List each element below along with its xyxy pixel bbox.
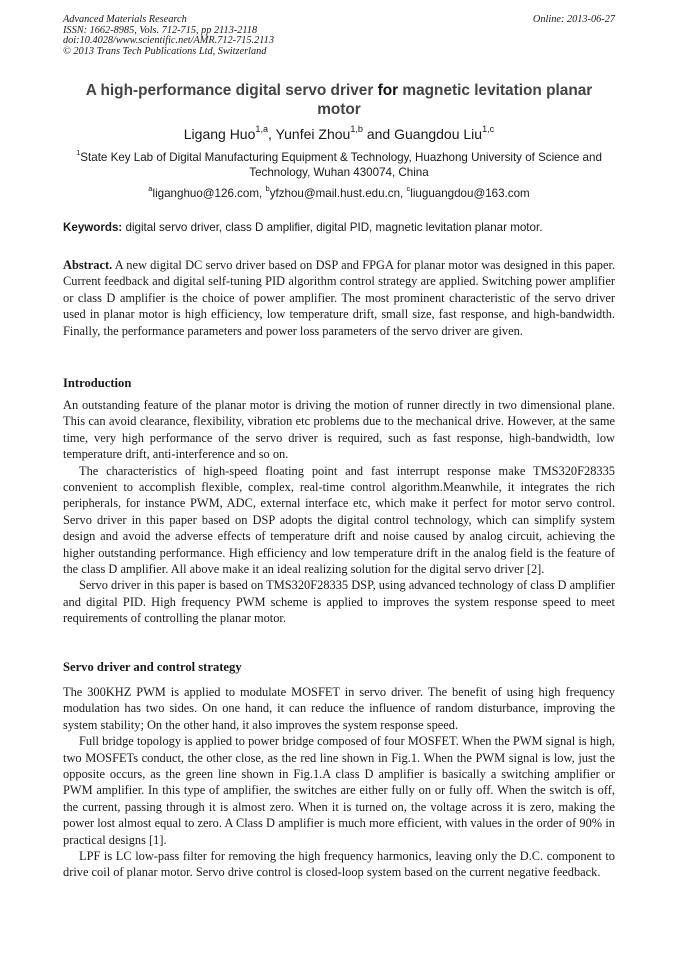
doi: doi:10.4028/www.scientific.net/AMR.712-715.2113	[63, 35, 274, 47]
author-separator: and	[362, 126, 395, 142]
paper-title	[63, 82, 615, 119]
journal-header	[63, 15, 615, 57]
introduction-section	[63, 397, 615, 627]
email-address: yfzhou@mail.hust.edu.cn	[269, 187, 401, 200]
abstract-text: A new digital DC servo driver based on DSP and FPGA for planar motor was designed in this paper. Current feedback and digital self-tuning PID algorithm control strategy are applied. Switching power amplifier or class D amplifier is the choice of power amplifier. The most prominent characteristic of the servo driver used in planar motor is high efficiency, low temperature drift, small size, fast response, and high-bandwidth. Finally, the performance parameters and power loss parameters of the servo driver are given.	[63, 258, 615, 338]
author-name: Ligang Huo	[183, 126, 256, 142]
copyright: © 2013 Trans Tech Publications Ltd, Switzerland	[63, 45, 267, 57]
email-sup: c	[406, 184, 411, 194]
keywords-label: Keywords:	[63, 221, 123, 234]
paragraph: An outstanding feature of the planar motor is driving the motion of runner directly in two dimensional plane. This can avoid clearance, flexibility, vibration etc problems due to the mechanical drive. However, at the same time, very high performance of the servo driver is required, such as fast response, high-bandwidth, low temperature drift, anti-interference and so on.	[63, 398, 615, 462]
email-address: liganghuo@126.com	[152, 187, 260, 200]
email-sup: b	[265, 184, 270, 194]
introduction-heading: Introduction	[63, 376, 132, 390]
paragraph: Full bridge topology is applied to power bridge composed of four MOSFET. When the PWM signal is high, two MOSFETs conduct, the other close, as the red line shown in Fig.1. When the PWM signal is low, just the opposite occurs, as the green line shown in Fig.1.A class D amplifier is basically a switching amplifier or PWM amplifier. In this type of amplifier, the switches are either fully on or fully off. When the switch is off, the current, passing through it is almost zero. When it is turned on, the voltage across it is zero, making the power lost almost equal to zero. A Class D amplifier is much more efficient, with values in the order of 90% in practical designs [1].	[63, 734, 615, 847]
affiliation-text: State Key Lab of Digital Manufacturing Equipment & Technology, Huazhong University of Science and Technology, Wuhan 430074, China	[80, 151, 602, 179]
affiliation-sup: 1	[76, 148, 81, 158]
email-separator: ,	[400, 187, 407, 200]
online-date: Online: 2013-06-27	[532, 14, 615, 25]
keywords	[63, 220, 615, 235]
issn: ISSN: 1662-8985, Vols. 712-715, pp 2113-2118	[63, 24, 258, 36]
author-sup: 1,b	[350, 123, 363, 134]
email-sup: a	[148, 184, 153, 194]
keywords-text: digital servo driver, class D amplifier, digital PID, magnetic levitation planar motor.	[122, 221, 543, 234]
email-address: liuguangdou@163.com	[410, 187, 530, 200]
author-list	[63, 125, 615, 143]
title-part3: magnetic levitation planar motor	[317, 82, 593, 118]
author-sup: 1,c	[482, 123, 495, 134]
paragraph: LPF is LC low-pass filter for removing the high frequency harmonics, leaving only the D.C. component to drive coil of planar motor. Servo drive control is closed-loop system based on the current negative feedback.	[63, 849, 615, 880]
abstract	[63, 257, 615, 339]
journal-name: Advanced Materials Research	[63, 14, 187, 25]
paragraph: The 300KHZ PWM is applied to modulate MOSFET in servo driver. The benefit of using high frequency modulation has two sides. On one hand, it can reduce the influence of random disturbance, improving the system stability; On the other hand, it also improves the system response speed.	[63, 685, 615, 732]
author-sup: 1,a	[255, 123, 269, 134]
abstract-label: Abstract.	[63, 258, 113, 272]
email-separator: ,	[259, 187, 266, 200]
email-list	[63, 186, 615, 201]
affiliation	[63, 150, 615, 180]
paragraph: The characteristics of high-speed floating point and fast interrupt response make TMS320F28335 convenient to accomplish flexible, complex, real-time control algorithm.Meanwhile, it integrates the rich peripherals, for instance PWM, ADC, external interface etc, which make it perfect for motor servo control. Servo driver in this paper based on DSP adopts the digital control technology, which can simplify system design and avoid the adverse effects of temperature drift and noise caused by analog circuit, achieving the higher outstanding performance. High efficiency and low temperature drift in the analog field is the feature of the class D amplifier. All above make it an ideal realizing solution for the digital servo driver [2].	[63, 463, 615, 577]
servo-heading: Servo driver and control strategy	[63, 660, 242, 674]
author-name: Yunfei Zhou	[275, 126, 351, 142]
author-name: Guangdou Liu	[394, 126, 483, 142]
title-part2: for	[377, 82, 399, 99]
author-separator: ,	[268, 126, 276, 142]
title-part1: A high-performance digital servo driver	[85, 82, 378, 99]
paragraph: Servo driver in this paper is based on TMS320F28335 DSP, using advanced technology of class D amplifier and digital PID. High frequency PWM scheme is applied to improves the system response speed to meet requirements of controlling the planar motor.	[63, 578, 615, 626]
servo-section	[63, 684, 615, 881]
